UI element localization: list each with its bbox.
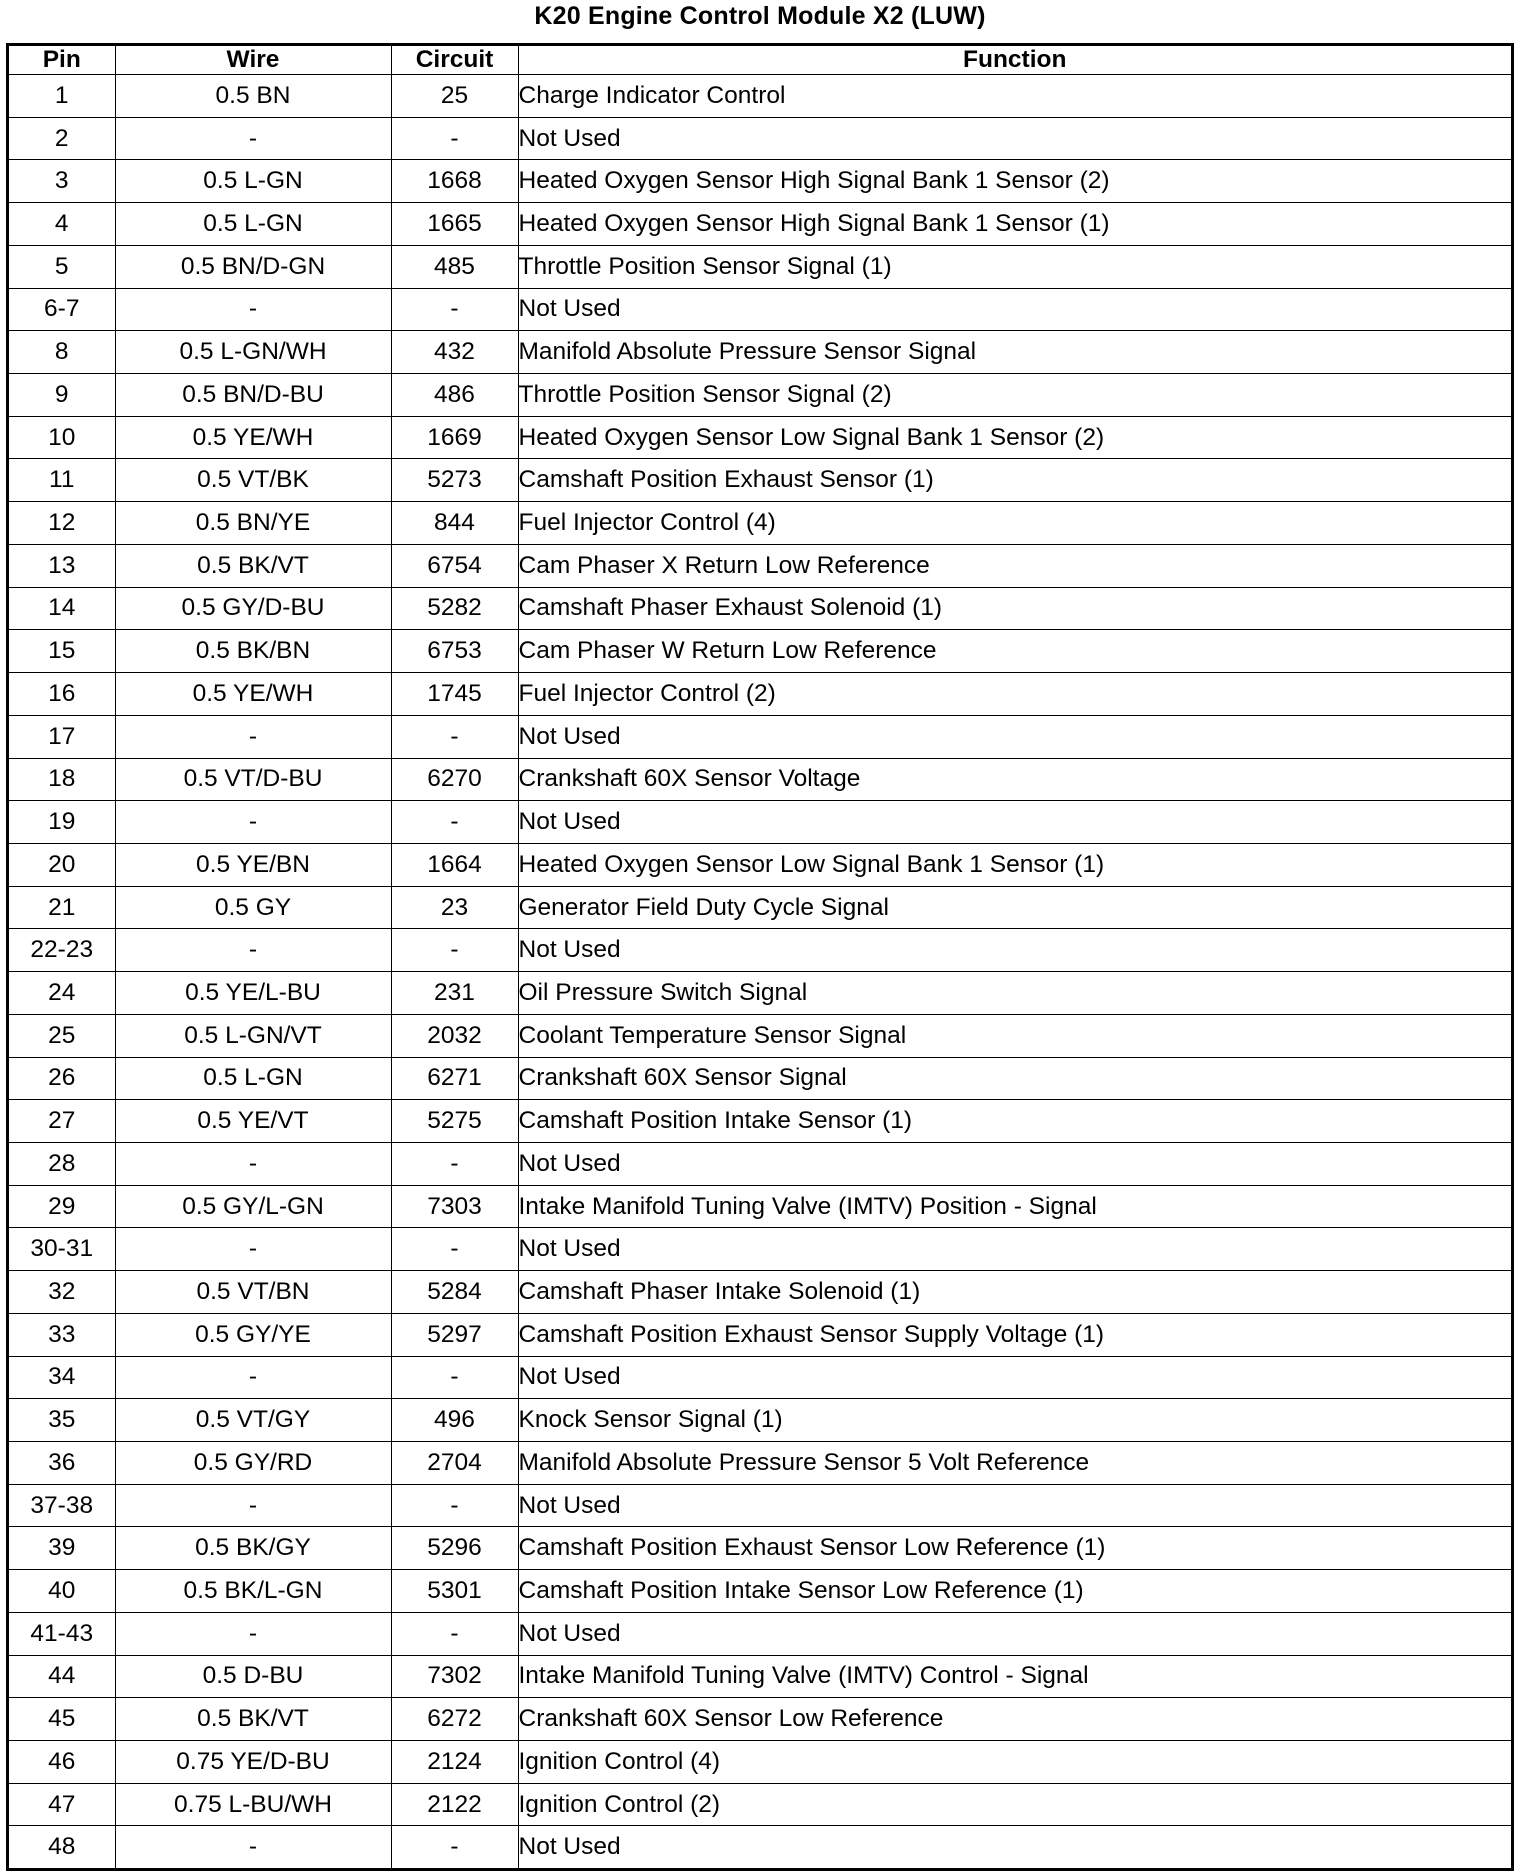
circuit-cell: 6272 bbox=[391, 1698, 518, 1741]
circuit-cell: 5273 bbox=[391, 459, 518, 502]
function-cell: Ignition Control (2) bbox=[518, 1783, 1511, 1826]
function-cell: Camshaft Phaser Intake Solenoid (1) bbox=[518, 1271, 1511, 1314]
circuit-cell: 5284 bbox=[391, 1271, 518, 1314]
table-row bbox=[9, 459, 1511, 502]
function-cell: Manifold Absolute Pressure Sensor 5 Volt Reference bbox=[518, 1442, 1511, 1485]
function-cell: Camshaft Position Intake Sensor (1) bbox=[518, 1100, 1511, 1143]
wire-cell: 0.5 D-BU bbox=[115, 1655, 391, 1698]
wire-cell: - bbox=[115, 1228, 391, 1271]
pin-cell: 6-7 bbox=[9, 288, 115, 331]
circuit-cell: 2704 bbox=[391, 1442, 518, 1485]
pin-cell: 18 bbox=[9, 758, 115, 801]
pin-cell: 9 bbox=[9, 374, 115, 417]
wire-cell: 0.5 GY/D-BU bbox=[115, 587, 391, 630]
function-cell: Generator Field Duty Cycle Signal bbox=[518, 886, 1511, 929]
function-cell: Manifold Absolute Pressure Sensor Signal bbox=[518, 331, 1511, 374]
circuit-cell: 6753 bbox=[391, 630, 518, 673]
circuit-cell: 1669 bbox=[391, 416, 518, 459]
pin-cell: 32 bbox=[9, 1271, 115, 1314]
table-row bbox=[9, 1185, 1511, 1228]
function-cell: Not Used bbox=[518, 801, 1511, 844]
wire-cell: 0.75 YE/D-BU bbox=[115, 1741, 391, 1784]
wire-cell: - bbox=[115, 715, 391, 758]
function-cell: Intake Manifold Tuning Valve (IMTV) Position - Signal bbox=[518, 1185, 1511, 1228]
circuit-cell: - bbox=[391, 1612, 518, 1655]
function-cell: Not Used bbox=[518, 1228, 1511, 1271]
pin-cell: 48 bbox=[9, 1826, 115, 1868]
table-row bbox=[9, 1271, 1511, 1314]
function-cell: Throttle Position Sensor Signal (1) bbox=[518, 245, 1511, 288]
circuit-cell: 1668 bbox=[391, 160, 518, 203]
function-cell: Not Used bbox=[518, 1826, 1511, 1868]
pin-cell: 1 bbox=[9, 75, 115, 118]
table-row bbox=[9, 117, 1511, 160]
table-row bbox=[9, 673, 1511, 716]
wire-cell: 0.5 L-GN bbox=[115, 203, 391, 246]
pin-cell: 11 bbox=[9, 459, 115, 502]
pin-cell: 25 bbox=[9, 1014, 115, 1057]
wire-cell: 0.5 VT/GY bbox=[115, 1399, 391, 1442]
pin-cell: 27 bbox=[9, 1100, 115, 1143]
wire-cell: 0.5 GY bbox=[115, 886, 391, 929]
wire-cell: 0.5 L-GN bbox=[115, 160, 391, 203]
circuit-cell: 5297 bbox=[391, 1313, 518, 1356]
function-cell: Camshaft Position Exhaust Sensor Low Reference (1) bbox=[518, 1527, 1511, 1570]
function-cell: Throttle Position Sensor Signal (2) bbox=[518, 374, 1511, 417]
wire-cell: - bbox=[115, 929, 391, 972]
pin-cell: 30-31 bbox=[9, 1228, 115, 1271]
circuit-cell: 2032 bbox=[391, 1014, 518, 1057]
circuit-cell: - bbox=[391, 117, 518, 160]
circuit-cell: 5296 bbox=[391, 1527, 518, 1570]
pin-cell: 15 bbox=[9, 630, 115, 673]
pin-cell: 4 bbox=[9, 203, 115, 246]
pin-cell: 19 bbox=[9, 801, 115, 844]
table-row bbox=[9, 715, 1511, 758]
circuit-cell: 844 bbox=[391, 502, 518, 545]
circuit-cell: 5282 bbox=[391, 587, 518, 630]
function-cell: Intake Manifold Tuning Valve (IMTV) Control - Signal bbox=[518, 1655, 1511, 1698]
pin-cell: 34 bbox=[9, 1356, 115, 1399]
wire-cell: 0.5 VT/D-BU bbox=[115, 758, 391, 801]
wire-cell: 0.5 YE/VT bbox=[115, 1100, 391, 1143]
table-row bbox=[9, 1399, 1511, 1442]
circuit-cell: 2124 bbox=[391, 1741, 518, 1784]
pin-cell: 8 bbox=[9, 331, 115, 374]
pin-cell: 40 bbox=[9, 1570, 115, 1613]
function-cell: Not Used bbox=[518, 1612, 1511, 1655]
page-title: K20 Engine Control Module X2 (LUW) bbox=[534, 2, 986, 30]
function-cell: Not Used bbox=[518, 1356, 1511, 1399]
pin-cell: 28 bbox=[9, 1142, 115, 1185]
table-row bbox=[9, 544, 1511, 587]
column-header-pin: Pin bbox=[9, 46, 115, 75]
pin-cell: 24 bbox=[9, 972, 115, 1015]
wire-cell: 0.5 BK/GY bbox=[115, 1527, 391, 1570]
wire-cell: 0.5 VT/BK bbox=[115, 459, 391, 502]
table-row bbox=[9, 502, 1511, 545]
function-cell: Heated Oxygen Sensor High Signal Bank 1 Sensor (1) bbox=[518, 203, 1511, 246]
circuit-cell: 1664 bbox=[391, 843, 518, 886]
table-row bbox=[9, 1057, 1511, 1100]
circuit-cell: 2122 bbox=[391, 1783, 518, 1826]
pin-cell: 17 bbox=[9, 715, 115, 758]
table-row bbox=[9, 245, 1511, 288]
function-cell: Cam Phaser W Return Low Reference bbox=[518, 630, 1511, 673]
pin-cell: 46 bbox=[9, 1741, 115, 1784]
pin-cell: 10 bbox=[9, 416, 115, 459]
circuit-cell: 25 bbox=[391, 75, 518, 118]
wire-cell: 0.5 YE/WH bbox=[115, 673, 391, 716]
wire-cell: 0.5 L-GN/VT bbox=[115, 1014, 391, 1057]
function-cell: Camshaft Phaser Exhaust Solenoid (1) bbox=[518, 587, 1511, 630]
table-row bbox=[9, 587, 1511, 630]
table-row bbox=[9, 1741, 1511, 1784]
pin-cell: 21 bbox=[9, 886, 115, 929]
pin-cell: 2 bbox=[9, 117, 115, 160]
function-cell: Not Used bbox=[518, 117, 1511, 160]
circuit-cell: - bbox=[391, 1826, 518, 1868]
circuit-cell: - bbox=[391, 1484, 518, 1527]
pin-cell: 16 bbox=[9, 673, 115, 716]
circuit-cell: 7303 bbox=[391, 1185, 518, 1228]
pin-cell: 14 bbox=[9, 587, 115, 630]
table-row bbox=[9, 331, 1511, 374]
wire-cell: - bbox=[115, 1484, 391, 1527]
pin-cell: 45 bbox=[9, 1698, 115, 1741]
pin-cell: 12 bbox=[9, 502, 115, 545]
table-row bbox=[9, 929, 1511, 972]
pinout-table bbox=[9, 46, 1511, 1868]
pin-cell: 20 bbox=[9, 843, 115, 886]
table-row bbox=[9, 630, 1511, 673]
circuit-cell: 5275 bbox=[391, 1100, 518, 1143]
wire-cell: 0.5 BN/D-GN bbox=[115, 245, 391, 288]
wire-cell: 0.5 BN/D-BU bbox=[115, 374, 391, 417]
table-row bbox=[9, 1655, 1511, 1698]
table-row bbox=[9, 1228, 1511, 1271]
wire-cell: - bbox=[115, 1356, 391, 1399]
wire-cell: 0.75 L-BU/WH bbox=[115, 1783, 391, 1826]
wire-cell: - bbox=[115, 801, 391, 844]
wire-cell: - bbox=[115, 117, 391, 160]
circuit-cell: 1745 bbox=[391, 673, 518, 716]
table-row bbox=[9, 1442, 1511, 1485]
wire-cell: 0.5 GY/YE bbox=[115, 1313, 391, 1356]
table-header-row bbox=[9, 46, 1511, 75]
function-cell: Heated Oxygen Sensor Low Signal Bank 1 Sensor (1) bbox=[518, 843, 1511, 886]
wire-cell: 0.5 BK/VT bbox=[115, 544, 391, 587]
table-row bbox=[9, 160, 1511, 203]
wire-cell: - bbox=[115, 1612, 391, 1655]
wire-cell: 0.5 BK/BN bbox=[115, 630, 391, 673]
table-row bbox=[9, 1356, 1511, 1399]
function-cell: Crankshaft 60X Sensor Low Reference bbox=[518, 1698, 1511, 1741]
table-row bbox=[9, 1783, 1511, 1826]
wire-cell: - bbox=[115, 288, 391, 331]
table-row bbox=[9, 374, 1511, 417]
table-row bbox=[9, 416, 1511, 459]
circuit-cell: 486 bbox=[391, 374, 518, 417]
table-row bbox=[9, 801, 1511, 844]
table-row bbox=[9, 1527, 1511, 1570]
function-cell: Cam Phaser X Return Low Reference bbox=[518, 544, 1511, 587]
circuit-cell: 23 bbox=[391, 886, 518, 929]
table-row bbox=[9, 1142, 1511, 1185]
circuit-cell: - bbox=[391, 715, 518, 758]
function-cell: Camshaft Position Exhaust Sensor (1) bbox=[518, 459, 1511, 502]
circuit-cell: - bbox=[391, 288, 518, 331]
function-cell: Charge Indicator Control bbox=[518, 75, 1511, 118]
pin-cell: 36 bbox=[9, 1442, 115, 1485]
function-cell: Crankshaft 60X Sensor Signal bbox=[518, 1057, 1511, 1100]
table-row bbox=[9, 972, 1511, 1015]
function-cell: Not Used bbox=[518, 929, 1511, 972]
function-cell: Oil Pressure Switch Signal bbox=[518, 972, 1511, 1015]
circuit-cell: - bbox=[391, 1228, 518, 1271]
wire-cell: 0.5 YE/WH bbox=[115, 416, 391, 459]
pin-cell: 29 bbox=[9, 1185, 115, 1228]
function-cell: Camshaft Position Exhaust Sensor Supply Voltage (1) bbox=[518, 1313, 1511, 1356]
pinout-table-frame bbox=[6, 43, 1514, 1871]
circuit-cell: 6271 bbox=[391, 1057, 518, 1100]
wire-cell: 0.5 GY/L-GN bbox=[115, 1185, 391, 1228]
function-cell: Heated Oxygen Sensor High Signal Bank 1 Sensor (2) bbox=[518, 160, 1511, 203]
wire-cell: 0.5 BN bbox=[115, 75, 391, 118]
table-row bbox=[9, 1698, 1511, 1741]
pin-cell: 41-43 bbox=[9, 1612, 115, 1655]
function-cell: Not Used bbox=[518, 715, 1511, 758]
wire-cell: 0.5 L-GN/WH bbox=[115, 331, 391, 374]
circuit-cell: 485 bbox=[391, 245, 518, 288]
pin-cell: 39 bbox=[9, 1527, 115, 1570]
pin-cell: 47 bbox=[9, 1783, 115, 1826]
wire-cell: 0.5 VT/BN bbox=[115, 1271, 391, 1314]
column-header-wire: Wire bbox=[115, 46, 391, 75]
circuit-cell: 6754 bbox=[391, 544, 518, 587]
circuit-cell: 1665 bbox=[391, 203, 518, 246]
table-row bbox=[9, 75, 1511, 118]
wire-cell: 0.5 BK/L-GN bbox=[115, 1570, 391, 1613]
function-cell: Knock Sensor Signal (1) bbox=[518, 1399, 1511, 1442]
function-cell: Camshaft Position Intake Sensor Low Reference (1) bbox=[518, 1570, 1511, 1613]
table-row bbox=[9, 758, 1511, 801]
table-row bbox=[9, 886, 1511, 929]
function-cell: Heated Oxygen Sensor Low Signal Bank 1 Sensor (2) bbox=[518, 416, 1511, 459]
table-row bbox=[9, 1014, 1511, 1057]
circuit-cell: - bbox=[391, 801, 518, 844]
function-cell: Crankshaft 60X Sensor Voltage bbox=[518, 758, 1511, 801]
wire-cell: 0.5 L-GN bbox=[115, 1057, 391, 1100]
function-cell: Ignition Control (4) bbox=[518, 1741, 1511, 1784]
pin-cell: 13 bbox=[9, 544, 115, 587]
wire-cell: 0.5 GY/RD bbox=[115, 1442, 391, 1485]
table-row bbox=[9, 288, 1511, 331]
table-row bbox=[9, 1100, 1511, 1143]
table-row bbox=[9, 203, 1511, 246]
circuit-cell: 6270 bbox=[391, 758, 518, 801]
circuit-cell: 5301 bbox=[391, 1570, 518, 1613]
function-cell: Not Used bbox=[518, 1484, 1511, 1527]
table-row bbox=[9, 1612, 1511, 1655]
pin-cell: 37-38 bbox=[9, 1484, 115, 1527]
pin-cell: 33 bbox=[9, 1313, 115, 1356]
pin-cell: 5 bbox=[9, 245, 115, 288]
function-cell: Fuel Injector Control (4) bbox=[518, 502, 1511, 545]
table-row bbox=[9, 1484, 1511, 1527]
circuit-cell: 432 bbox=[391, 331, 518, 374]
circuit-cell: - bbox=[391, 929, 518, 972]
wire-cell: 0.5 BN/YE bbox=[115, 502, 391, 545]
pin-cell: 26 bbox=[9, 1057, 115, 1100]
table-row bbox=[9, 843, 1511, 886]
circuit-cell: 231 bbox=[391, 972, 518, 1015]
circuit-cell: 496 bbox=[391, 1399, 518, 1442]
table-row bbox=[9, 1826, 1511, 1868]
function-cell: Coolant Temperature Sensor Signal bbox=[518, 1014, 1511, 1057]
function-cell: Not Used bbox=[518, 1142, 1511, 1185]
circuit-cell: 7302 bbox=[391, 1655, 518, 1698]
table-row bbox=[9, 1570, 1511, 1613]
pin-cell: 3 bbox=[9, 160, 115, 203]
pin-cell: 22-23 bbox=[9, 929, 115, 972]
table-body bbox=[9, 75, 1511, 1869]
wire-cell: - bbox=[115, 1826, 391, 1868]
circuit-cell: - bbox=[391, 1142, 518, 1185]
column-header-function: Function bbox=[518, 46, 1511, 75]
wire-cell: 0.5 BK/VT bbox=[115, 1698, 391, 1741]
wire-cell: - bbox=[115, 1142, 391, 1185]
circuit-cell: - bbox=[391, 1356, 518, 1399]
column-header-circuit: Circuit bbox=[391, 46, 518, 75]
pin-cell: 35 bbox=[9, 1399, 115, 1442]
wire-cell: 0.5 YE/L-BU bbox=[115, 972, 391, 1015]
wire-cell: 0.5 YE/BN bbox=[115, 843, 391, 886]
function-cell: Not Used bbox=[518, 288, 1511, 331]
table-row bbox=[9, 1313, 1511, 1356]
pin-cell: 44 bbox=[9, 1655, 115, 1698]
function-cell: Fuel Injector Control (2) bbox=[518, 673, 1511, 716]
